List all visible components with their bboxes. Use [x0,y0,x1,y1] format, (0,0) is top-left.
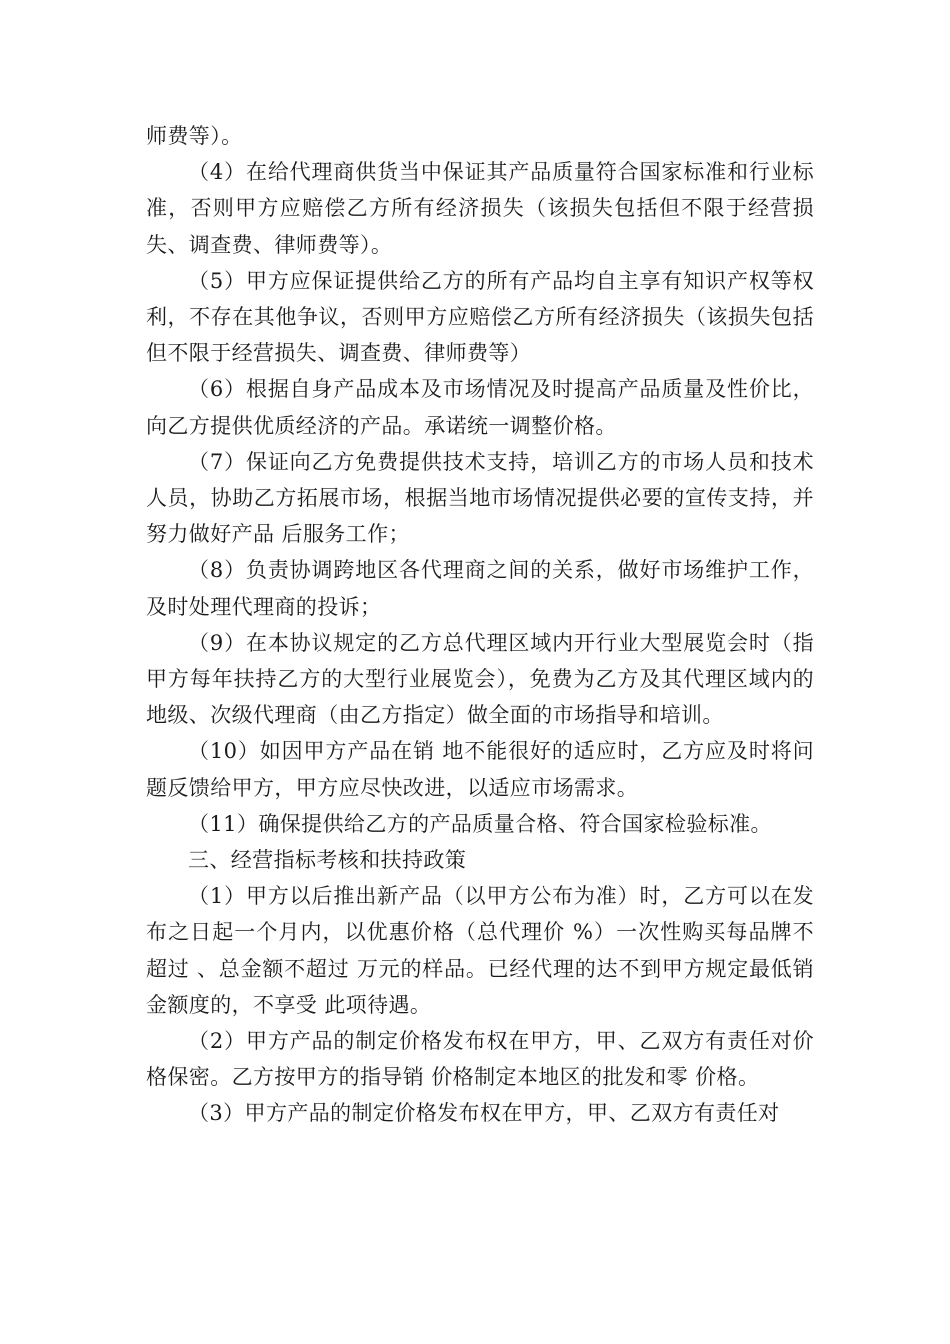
section-heading-3: 三、经营指标考核和扶持政策 [188,848,467,873]
clause-8: （8）负责协调跨地区各代理商之间的关系，做好市场维护工作，及时处理代理商的投诉； [146,558,814,619]
section3-clause-2: （2）甲方产品的制定价格发布权在甲方，甲、乙双方有责任对价格保密。乙方按甲方的指导销 价格制定本地区的批发和零 价格。 [146,1029,814,1090]
document-body [146,118,814,1132]
clause-7: （7）保证向乙方免费提供技术支持，培训乙方的市场人员和技术人员，协助乙方拓展市场，根据当地市场情况提供必要的宣传支持，并努力做好产品 后服务工作； [146,449,814,547]
section3-clause-3: （3）甲方产品的制定价格发布权在甲方，甲、乙双方有责任对 [188,1101,780,1126]
clause-9: （9）在本协议规定的乙方总代理区域内开行业大型展览会时（指甲方每年扶持乙方的大型行业展览会），免费为乙方及其代理区域内的地级、次级代理商（由乙方指定）做全面的市场指导和培训。 [146,630,814,728]
section3-clause-1: （1）甲方以后推出新产品（以甲方公布为准）时，乙方可以在发布之日起一个月内，以优惠价格（总代理价 %）一次性购买每品牌不超过 、总金额不超过 万元的样品。已经代理的达不到甲方规定最低销 金额度的，不享受 此项待遇。 [146,884,814,1017]
paragraph-continuation: 师费等）。 [146,124,243,148]
clause-5: （5）甲方应保证提供给乙方的所有产品均自主享有知识产权等权利，不存在其他争议，否则甲方应赔偿乙方所有经济损失（该损失包括但不限于经营损失、调查费、律师费等） [146,268,814,366]
clause-4: （4）在给代理商供货当中保证其产品质量符合国家标准和行业标准，否则甲方应赔偿乙方所有经济损失（该损失包括但不限于经营损失、调查费、律师费等）。 [146,160,814,257]
clause-10: （10）如因甲方产品在销 地不能很好的适应时，乙方应及时将问题反馈给甲方，甲方应尽快改进，以适应市场需求。 [146,739,814,800]
clause-11: （11）确保提供给乙方的产品质量合格、符合国家检验标准。 [188,811,772,836]
clause-6: （6）根据自身产品成本及市场情况及时提高产品质量及性价比，向乙方提供优质经济的产品。承诺统一调整价格。 [146,377,814,438]
